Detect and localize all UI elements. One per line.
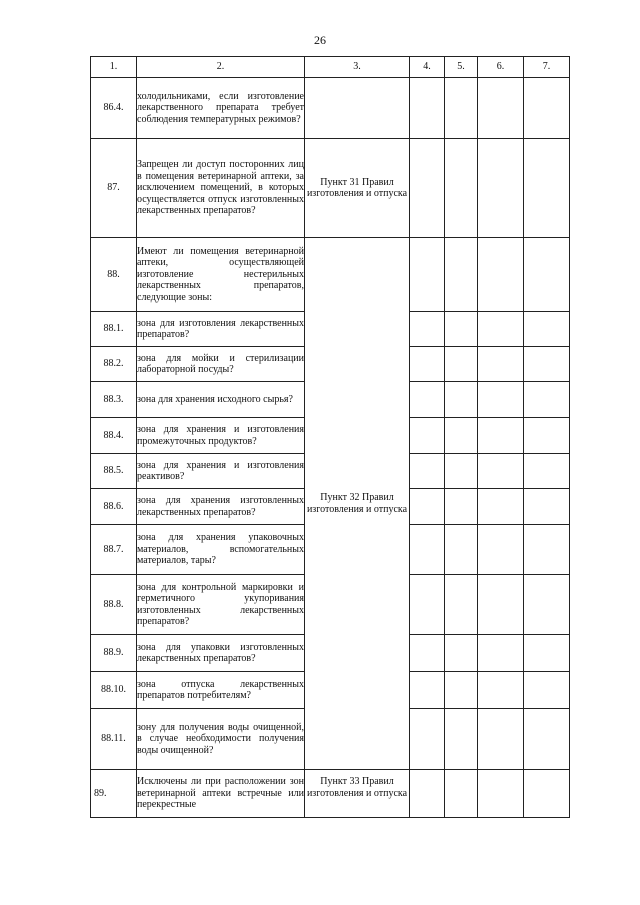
header-cell: 2. bbox=[137, 57, 305, 78]
row-number: 87. bbox=[91, 139, 137, 238]
answer-cell[interactable] bbox=[410, 709, 445, 770]
answer-cell[interactable] bbox=[410, 139, 445, 238]
answer-cell[interactable] bbox=[445, 238, 478, 312]
table-row bbox=[91, 238, 570, 312]
answer-cell[interactable] bbox=[445, 418, 478, 454]
answer-cell[interactable] bbox=[478, 312, 524, 347]
answer-cell[interactable] bbox=[410, 525, 445, 575]
answer-cell[interactable] bbox=[524, 382, 570, 418]
answer-cell[interactable] bbox=[445, 489, 478, 525]
row-number: 88.9. bbox=[91, 635, 137, 672]
answer-cell[interactable] bbox=[478, 489, 524, 525]
answer-cell[interactable] bbox=[478, 454, 524, 489]
row-reference: Пункт 32 Правил изготовления и отпуска bbox=[305, 238, 410, 770]
answer-cell[interactable] bbox=[445, 635, 478, 672]
answer-cell[interactable] bbox=[524, 489, 570, 525]
row-question: Исключены ли при расположении зон ветеринарной аптеки встречные или перекрестные bbox=[137, 770, 305, 818]
answer-cell[interactable] bbox=[410, 635, 445, 672]
answer-cell[interactable] bbox=[524, 709, 570, 770]
answer-cell[interactable] bbox=[445, 575, 478, 635]
row-number: 88.4. bbox=[91, 418, 137, 454]
answer-cell[interactable] bbox=[410, 78, 445, 139]
row-reference: Пункт 33 Правил изготовления и отпуска bbox=[305, 770, 410, 818]
answer-cell[interactable] bbox=[478, 382, 524, 418]
answer-cell[interactable] bbox=[524, 139, 570, 238]
row-number: 88. bbox=[91, 238, 137, 312]
row-number: 88.11. bbox=[91, 709, 137, 770]
answer-cell[interactable] bbox=[410, 672, 445, 709]
answer-cell[interactable] bbox=[410, 418, 445, 454]
row-number: 88.8. bbox=[91, 575, 137, 635]
header-cell: 5. bbox=[445, 57, 478, 78]
answer-cell[interactable] bbox=[410, 382, 445, 418]
answer-cell[interactable] bbox=[524, 672, 570, 709]
answer-cell[interactable] bbox=[445, 139, 478, 238]
answer-cell[interactable] bbox=[524, 418, 570, 454]
answer-cell[interactable] bbox=[410, 454, 445, 489]
answer-cell[interactable] bbox=[478, 238, 524, 312]
header-cell: 3. bbox=[305, 57, 410, 78]
answer-cell[interactable] bbox=[445, 347, 478, 382]
answer-cell[interactable] bbox=[445, 770, 478, 818]
row-question: зона для хранения изготовленных лекарственных препаратов? bbox=[137, 489, 305, 525]
row-question: зону для получения воды очищенной, в случае необходимости получения воды очищенной? bbox=[137, 709, 305, 770]
answer-cell[interactable] bbox=[524, 525, 570, 575]
answer-cell[interactable] bbox=[445, 312, 478, 347]
answer-cell[interactable] bbox=[478, 139, 524, 238]
answer-cell[interactable] bbox=[410, 347, 445, 382]
table-row bbox=[91, 78, 570, 139]
row-reference: Пункт 31 Правил изготовления и отпуска bbox=[305, 139, 410, 238]
answer-cell[interactable] bbox=[410, 575, 445, 635]
answer-cell[interactable] bbox=[410, 489, 445, 525]
table-row bbox=[91, 770, 570, 818]
answer-cell[interactable] bbox=[478, 575, 524, 635]
header-cell: 6. bbox=[478, 57, 524, 78]
answer-cell[interactable] bbox=[410, 312, 445, 347]
row-question: зона для хранения исходного сырья? bbox=[137, 382, 305, 418]
answer-cell[interactable] bbox=[524, 238, 570, 312]
row-question: зона отпуска лекарственных препаратов потребителям? bbox=[137, 672, 305, 709]
row-question: Запрещен ли доступ посторонних лиц в помещения ветеринарной аптеки, за исключением помещений, в которых осуществляется отпуск изготовленных лекарственных препаратов? bbox=[137, 139, 305, 238]
row-question: холодильниками, если изготовление лекарственного препарата требует соблюдения температурных режимов? bbox=[137, 78, 305, 139]
answer-cell[interactable] bbox=[524, 575, 570, 635]
answer-cell[interactable] bbox=[478, 709, 524, 770]
header-cell: 1. bbox=[91, 57, 137, 78]
answer-cell[interactable] bbox=[445, 78, 478, 139]
answer-cell[interactable] bbox=[524, 347, 570, 382]
answer-cell[interactable] bbox=[478, 525, 524, 575]
answer-cell[interactable] bbox=[445, 525, 478, 575]
row-question: зона для хранения упаковочных материалов, вспомогательных материалов, тары? bbox=[137, 525, 305, 575]
answer-cell[interactable] bbox=[478, 418, 524, 454]
row-reference bbox=[305, 78, 410, 139]
answer-cell[interactable] bbox=[524, 635, 570, 672]
row-number: 88.10. bbox=[91, 672, 137, 709]
row-question: зона для упаковки изготовленных лекарственных препаратов? bbox=[137, 635, 305, 672]
answer-cell[interactable] bbox=[410, 238, 445, 312]
row-number: 88.2. bbox=[91, 347, 137, 382]
row-number: 88.3. bbox=[91, 382, 137, 418]
answer-cell[interactable] bbox=[478, 635, 524, 672]
row-question: зона для хранения и изготовления промежуточных продуктов? bbox=[137, 418, 305, 454]
answer-cell[interactable] bbox=[524, 78, 570, 139]
page-number: 26 bbox=[314, 33, 326, 47]
answer-cell[interactable] bbox=[445, 382, 478, 418]
row-number: 88.1. bbox=[91, 312, 137, 347]
answer-cell[interactable] bbox=[445, 672, 478, 709]
row-number: 88.6. bbox=[91, 489, 137, 525]
answer-cell[interactable] bbox=[524, 312, 570, 347]
row-question: зона для изготовления лекарственных препаратов? bbox=[137, 312, 305, 347]
answer-cell[interactable] bbox=[478, 78, 524, 139]
row-number: 89. bbox=[91, 770, 137, 818]
row-question: зона для мойки и стерилизации лабораторной посуды? bbox=[137, 347, 305, 382]
answer-cell[interactable] bbox=[445, 454, 478, 489]
checklist-table bbox=[90, 56, 570, 818]
row-question: Имеют ли помещения ветеринарной аптеки, осуществляющей изготовление нестерильных лекарственных препаратов, следующие зоны: bbox=[137, 238, 305, 312]
answer-cell[interactable] bbox=[445, 709, 478, 770]
row-number: 88.7. bbox=[91, 525, 137, 575]
table-row bbox=[91, 139, 570, 238]
answer-cell[interactable] bbox=[478, 672, 524, 709]
row-number: 86.4. bbox=[91, 78, 137, 139]
answer-cell[interactable] bbox=[478, 770, 524, 818]
table-header-row bbox=[91, 57, 570, 78]
header-cell: 7. bbox=[524, 57, 570, 78]
answer-cell[interactable] bbox=[410, 770, 445, 818]
answer-cell[interactable] bbox=[524, 770, 570, 818]
header-cell: 4. bbox=[410, 57, 445, 78]
row-question: зона для контрольной маркировки и герметичного укупоривания изготовленных лекарственных препаратов? bbox=[137, 575, 305, 635]
answer-cell[interactable] bbox=[478, 347, 524, 382]
row-question: зона для хранения и изготовления реактивов? bbox=[137, 454, 305, 489]
answer-cell[interactable] bbox=[524, 454, 570, 489]
row-number: 88.5. bbox=[91, 454, 137, 489]
